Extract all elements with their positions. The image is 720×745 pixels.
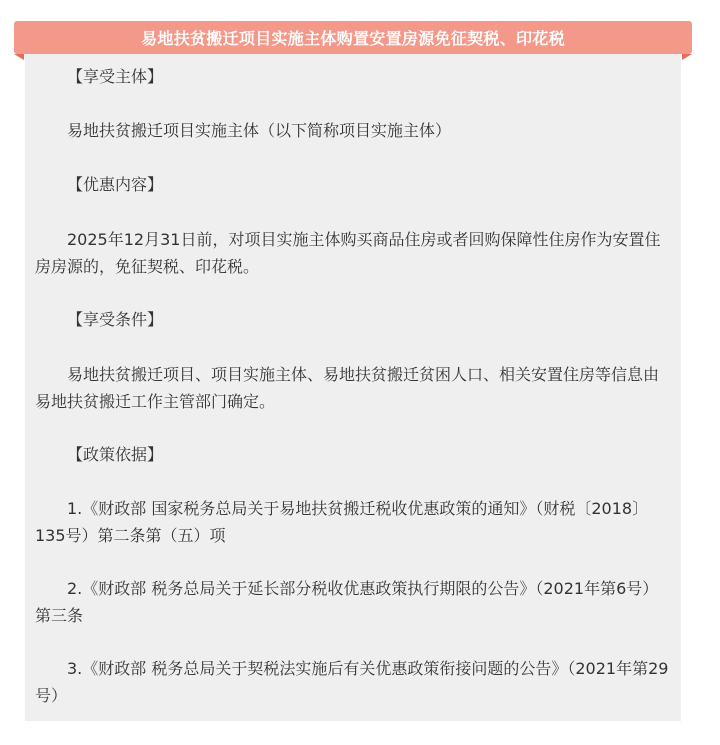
banner-fold-right	[682, 54, 692, 60]
subject-heading: 【享受主体】	[67, 67, 164, 86]
basis-heading: 【政策依据】	[67, 445, 164, 464]
subject-text: 易地扶贫搬迁项目实施主体（以下简称项目实施主体）	[67, 121, 452, 140]
basis-item-2: 2.《财政部 税务总局关于延长部分税收优惠政策执行期限的公告》（2021年第6号）第三条	[35, 579, 659, 625]
banner-bar	[14, 21, 692, 54]
content-panel	[25, 54, 681, 721]
basis-item-1: 1.《财政部 国家税务总局关于易地扶贫搬迁税收优惠政策的通知》（财税〔2018〕135号）第二条第（五）项	[35, 499, 649, 545]
content-text: 2025年12月31日前，对项目实施主体购买商品住房或者回购保障性住房作为安置住房房源的，免征契税、印花税。	[35, 230, 661, 276]
condition-text: 易地扶贫搬迁项目、项目实施主体、易地扶贫搬迁贫困人口、相关安置住房等信息由易地扶贫搬迁工作主管部门确定。	[35, 365, 660, 411]
banner-title: 易地扶贫搬迁项目实施主体购置安置房源免征契税、印花税	[141, 29, 565, 48]
banner-fold-left	[14, 54, 24, 60]
basis-item-3: 3.《财政部 税务总局关于契税法实施后有关优惠政策衔接问题的公告》（2021年第29号）	[35, 659, 669, 705]
condition-heading: 【享受条件】	[67, 310, 164, 329]
content-heading: 【优惠内容】	[67, 175, 164, 194]
